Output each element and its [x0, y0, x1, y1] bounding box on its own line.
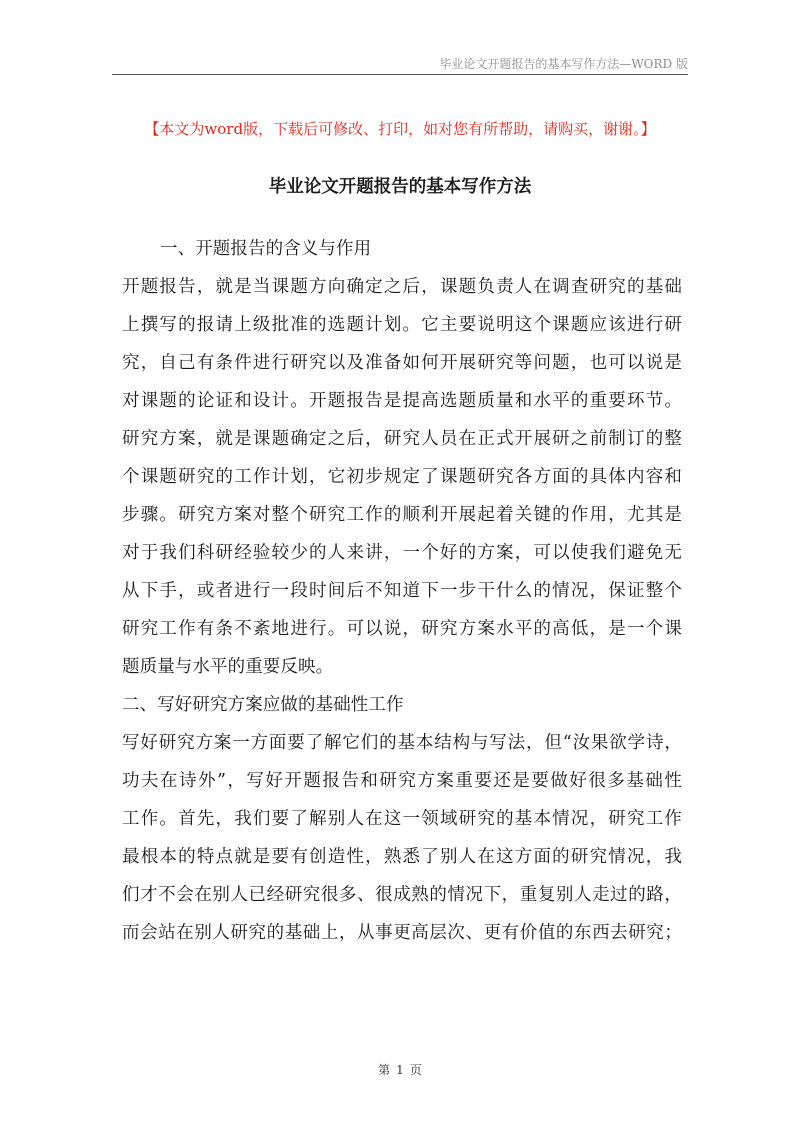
- text-line: 们才不会在别人已经研究很多、很成熟的情况下，重复别人走过的路，: [122, 885, 682, 905]
- header-rule: [112, 74, 688, 75]
- text-line: 研究工作有条不紊地进行。可以说，研究方案水平的高低，是一个课: [122, 619, 682, 639]
- text-line: 研究方案，就是课题确定之后，研究人员在正式开展研之前制订的整: [122, 429, 682, 449]
- running-header: 毕业论文开题报告的基本写作方法—WORD 版: [439, 57, 688, 71]
- page-suffix: 页: [409, 1063, 422, 1077]
- page-number: 1: [396, 1063, 404, 1077]
- text-line: 从下手，或者进行一段时间后不知道下一步干什么的情况，保证整个: [122, 581, 682, 601]
- text-line: 对于我们科研经验较少的人来讲，一个好的方案，可以使我们避免无: [122, 543, 682, 563]
- page-footer: [0, 1060, 800, 1080]
- text-line: 个课题研究的工作计划，它初步规定了课题研究各方面的具体内容和: [122, 467, 682, 487]
- page-prefix: 第: [378, 1063, 391, 1077]
- text-line: 工作。首先，我们要了解别人在这一领域研究的基本情况，研究工作: [122, 809, 682, 829]
- document-title: 毕业论文开题报告的基本写作方法: [268, 177, 532, 197]
- document-body: [122, 232, 682, 954]
- text-line: 一、开题报告的含义与作用: [160, 239, 372, 259]
- text-line: 开题报告，就是当课题方向确定之后，课题负责人在调查研究的基础: [122, 277, 682, 297]
- text-line: 二、写好研究方案应做的基础性工作: [122, 695, 404, 715]
- purchase-notice: 【本文为word版，下载后可修改、打印，如对您有所帮助，请购买，谢谢。】: [144, 120, 656, 138]
- text-line: 而会站在别人研究的基础上，从事更高层次、更有价值的东西去研究；: [122, 923, 682, 943]
- text-line: 上撰写的报请上级批准的选题计划。它主要说明这个课题应该进行研: [122, 315, 682, 335]
- text-line: 对课题的论证和设计。开题报告是提高选题质量和水平的重要环节。: [122, 391, 682, 411]
- text-line: 究，自己有条件进行研究以及准备如何开展研究等问题，也可以说是: [122, 353, 682, 373]
- text-line: 步骤。研究方案对整个研究工作的顺利开展起着关键的作用，尤其是: [122, 505, 682, 525]
- text-line: 题质量与水平的重要反映。: [122, 657, 334, 677]
- text-line: 功夫在诗外”，写好开题报告和研究方案重要还是要做好很多基础性: [122, 771, 682, 791]
- text-line: 写好研究方案一方面要了解它们的基本结构与写法，但“汝果欲学诗，: [122, 733, 682, 753]
- text-line: 最根本的特点就是要有创造性，熟悉了别人在这方面的研究情况，我: [122, 847, 682, 867]
